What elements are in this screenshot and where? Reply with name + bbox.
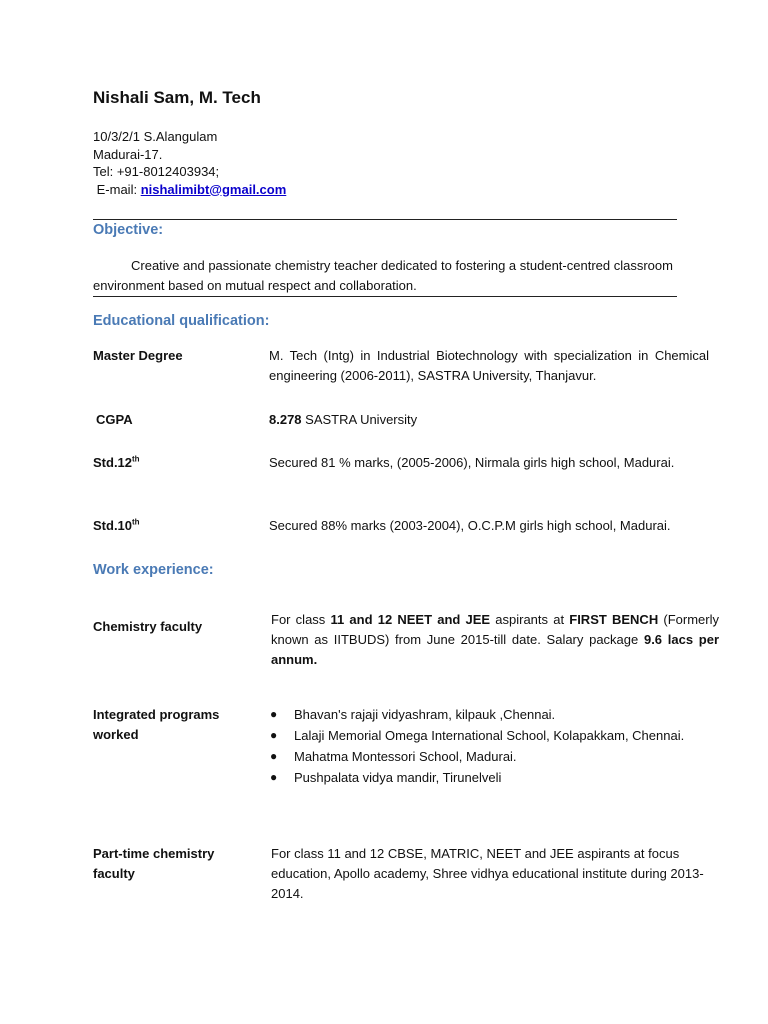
resume-page (93, 0, 720, 1024)
bullet-icon: ● (270, 770, 278, 784)
faculty-text-2: aspirants at (490, 612, 570, 627)
list-item (270, 725, 684, 746)
cgpa-score: 8.278 (269, 412, 302, 427)
programs-label-line-1: Integrated programs (93, 707, 220, 722)
objective-text (93, 256, 677, 296)
work-heading: Work experience: (93, 562, 214, 578)
parttime-faculty-label (93, 844, 214, 884)
std10-label-text: Std.10 (93, 518, 133, 533)
programs-list (270, 704, 684, 788)
faculty-classes: 11 and 12 NEET and JEE (330, 612, 491, 627)
program-name: Lalaji Memorial Omega International School, Kolapakkam, Chennai. (294, 728, 685, 743)
master-degree-label: Master Degree (93, 348, 183, 363)
std12-label-text: Std.12 (93, 455, 133, 470)
cgpa-label: CGPA (96, 412, 133, 427)
objective-body: Creative and passionate chemistry teacher dedicated to fostering a student-centred classroom environment based on mutual respect and collaboration. (93, 258, 673, 293)
list-item (270, 746, 684, 767)
candidate-name: Nishali Sam, M. Tech (93, 88, 261, 107)
faculty-text-3: (Formerly known as IITBUDS) from June 2015-till date. Salary package (271, 612, 720, 647)
contact-block (93, 128, 286, 198)
std10-label (93, 516, 140, 536)
address-line-2: Madurai-17. (93, 146, 163, 162)
chemistry-faculty-label: Chemistry faculty (93, 619, 203, 634)
bullet-icon: ● (270, 707, 278, 721)
program-name: Pushpalata vidya mandir, Tirunelveli (294, 770, 502, 785)
email-link[interactable]: nishalimibt@gmail.com (140, 181, 287, 197)
chemistry-faculty-value (271, 610, 719, 670)
bullet-icon: ● (270, 749, 278, 763)
cgpa-university: SASTRA University (301, 412, 418, 427)
education-heading: Educational qualification: (93, 313, 270, 329)
std12-value: Secured 81 % marks, (2005-2006), Nirmala girls high school, Madurai. (269, 455, 675, 470)
program-name: Mahatma Montessori School, Madurai. (294, 749, 517, 764)
objective-heading: Objective: (93, 222, 164, 238)
email-label: E-mail: (96, 181, 141, 197)
faculty-salary: 9.6 lacs per annum. (271, 632, 719, 667)
std12-label-sup: th (132, 454, 140, 464)
parttime-label-line-1: Part-time chemistry (93, 846, 215, 861)
bullet-icon: ● (270, 728, 278, 742)
program-name: Bhavan's rajaji vidyashram, kilpauk ,Chennai. (294, 707, 556, 722)
std10-value: Secured 88% marks (2003-2004), O.C.P.M girls high school, Madurai. (269, 518, 671, 533)
list-item (270, 767, 684, 788)
master-degree-value: M. Tech (Intg) in Industrial Biotechnology with specialization in Chemical engineering (2006-2011), SASTRA University, Thanjavur. (269, 348, 709, 383)
address-line-1: 10/3/2/1 S.Alangulam (93, 129, 218, 144)
list-item (270, 704, 684, 725)
cgpa-value (269, 410, 709, 430)
telephone: Tel: +91-8012403934; (93, 164, 220, 179)
faculty-institute: FIRST BENCH (569, 612, 659, 627)
integrated-programs-label (93, 705, 219, 745)
programs-label-line-2: worked (93, 727, 139, 742)
divider-top (93, 219, 677, 220)
divider-objective (93, 296, 677, 297)
email-line (93, 181, 286, 199)
faculty-text-1: For class (271, 612, 331, 627)
parttime-faculty-value: For class 11 and 12 CBSE, MATRIC, NEET and JEE aspirants at focus education, Apollo academy, Shree vidhya educational institute during 2013-2014. (271, 846, 704, 901)
parttime-label-line-2: faculty (93, 866, 135, 881)
std12-label (93, 453, 140, 473)
std10-label-sup: th (132, 517, 140, 527)
